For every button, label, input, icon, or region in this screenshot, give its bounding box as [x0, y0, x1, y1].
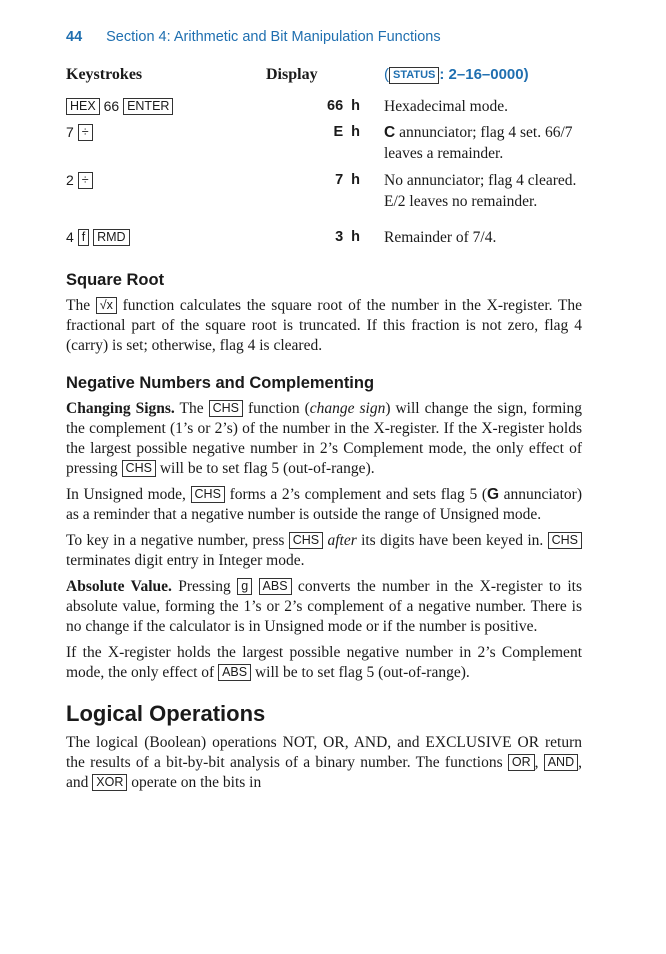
key-and: AND [544, 754, 578, 771]
display-value [333, 122, 360, 143]
text-run: will be to set flag 5 (out-of-range). [251, 664, 470, 681]
text-run: terminates digit entry in Integer mode. [66, 552, 305, 569]
status-readout [384, 66, 529, 84]
key-chs: CHS [191, 486, 225, 503]
status-open: ( [384, 66, 389, 83]
text-run: If the X-register holds the largest possible negative number in 2’s Complement mode, the only effect of [66, 644, 582, 681]
lead-absolute-value: Absolute Value. [66, 578, 172, 595]
display-value [327, 96, 360, 117]
text-run: converts the number in the X-register to its absolute value, forming the 1’s or 2’s complement of a negative number. There is no change if the calculator is in Unsigned mode or if the number is positive. [66, 578, 582, 635]
digit-entry: 2 [66, 172, 74, 188]
text-run: , [534, 754, 544, 771]
key-rmd: RMD [93, 229, 129, 246]
text-emphasis: change sign [309, 400, 386, 417]
key-divide: ÷ [78, 172, 93, 189]
text-run: will be to set flag 5 (out-of-range). [155, 460, 375, 477]
text-run: ) will change the sign, forming the complement (1’s or 2’s) of the number in the X-register. If the X-register holds the largest possible negative number in 2’s Complement mode, the only effect of pressing [66, 400, 582, 477]
section-title: Section 4: Arithmetic and Bit Manipulation Functions [106, 29, 441, 45]
display-value [335, 227, 360, 248]
heading-logical-operations: Logical Operations [66, 701, 266, 726]
display-suffix: h [351, 98, 360, 114]
paragraph-largest-negative [66, 643, 582, 683]
row-description: Remainder of 7/4. [384, 229, 497, 246]
text-run: function calculates the square root of the number in the X-register. The fractional part of the square root is truncated. If this fraction is not zero, flag 4 (carry) is set; otherwise, flag 4 is cleared. [66, 297, 582, 354]
text-run: annunciator) as a reminder that a negative number is outside the range of Unsigned mode. [66, 486, 583, 523]
key-sqrt: √x [96, 297, 117, 314]
row-description: Hexadecimal mode. [384, 98, 508, 115]
display-number: 7 [335, 172, 344, 188]
keystroke-table [66, 66, 582, 251]
display-number: E [333, 124, 344, 140]
key-or: OR [508, 754, 535, 771]
paragraph-logical [66, 733, 582, 793]
text-run: To key in a negative number, press [66, 532, 289, 549]
key-chs: CHS [289, 532, 323, 549]
paragraph-key-in-negative [66, 531, 582, 571]
key-abs: ABS [218, 664, 251, 681]
text-run: The [66, 297, 96, 314]
key-xor: XOR [92, 774, 127, 791]
display-value [335, 170, 360, 191]
display-suffix: h [351, 229, 360, 245]
page-number: 44 [66, 29, 83, 45]
keystrokes [66, 227, 130, 248]
key-chs: CHS [122, 460, 156, 477]
row-description-text: annunciator; flag 4 set. 66/7 leaves a remainder. [384, 124, 573, 162]
annunciator-g: G [486, 486, 500, 503]
paragraph-absolute-value [66, 577, 582, 637]
keystrokes [66, 96, 173, 117]
key-chs: CHS [209, 400, 243, 417]
text-run: Pressing [171, 578, 238, 595]
paragraph-changing-signs [66, 399, 582, 479]
digit-entry: 7 [66, 124, 74, 140]
key-chs: CHS [548, 532, 582, 549]
keystrokes [66, 122, 93, 143]
row-description [384, 122, 584, 164]
text-run: its digits have been keyed in. [356, 532, 548, 549]
manual-page [66, 26, 582, 793]
text-run: function ( [242, 400, 310, 417]
text-run: forms a 2’s complement and sets flag 5 ( [224, 486, 487, 503]
heading-square-root: Square Root [66, 271, 165, 289]
row-description: No annunciator; flag 4 cleared. E/2 leaves no remainder. [384, 172, 577, 210]
key-enter: ENTER [123, 98, 173, 115]
digit-entry: 4 [66, 229, 74, 245]
text-run: operate on the bits in [127, 774, 262, 791]
col-keystrokes: Keystrokes [66, 66, 143, 83]
status-value: : 2–16–0000) [439, 66, 529, 83]
text-run: In Unsigned mode, [66, 486, 191, 503]
keystroke-table-header [66, 66, 582, 88]
col-display: Display [266, 66, 318, 83]
paragraph-unsigned-mode [66, 485, 582, 525]
display-number: 3 [335, 229, 344, 245]
status-key: STATUS [389, 67, 439, 84]
running-header [66, 26, 582, 48]
key-hex: HEX [66, 98, 100, 115]
paragraph-square-root [66, 296, 582, 356]
key-g: g [237, 578, 252, 595]
text-run: The logical (Boolean) operations NOT, OR, AND, and EXCLUSIVE OR return the results of a bit-by-bit analysis of a binary number. The functions [66, 734, 582, 771]
display-suffix: h [351, 172, 360, 188]
annunciator-c: C [384, 124, 396, 141]
digit-entry: 66 [103, 98, 120, 114]
display-number: 66 [327, 98, 344, 114]
text-run: , and [66, 754, 582, 791]
key-abs: ABS [259, 578, 292, 595]
heading-negative-numbers: Negative Numbers and Complementing [66, 374, 375, 392]
display-suffix: h [351, 124, 360, 140]
lead-changing-signs: Changing Signs. [66, 400, 175, 417]
text-emphasis: after [327, 532, 357, 549]
key-f: f [78, 229, 89, 246]
text-run: The [174, 400, 209, 417]
keystrokes [66, 170, 93, 191]
key-divide: ÷ [78, 124, 93, 141]
